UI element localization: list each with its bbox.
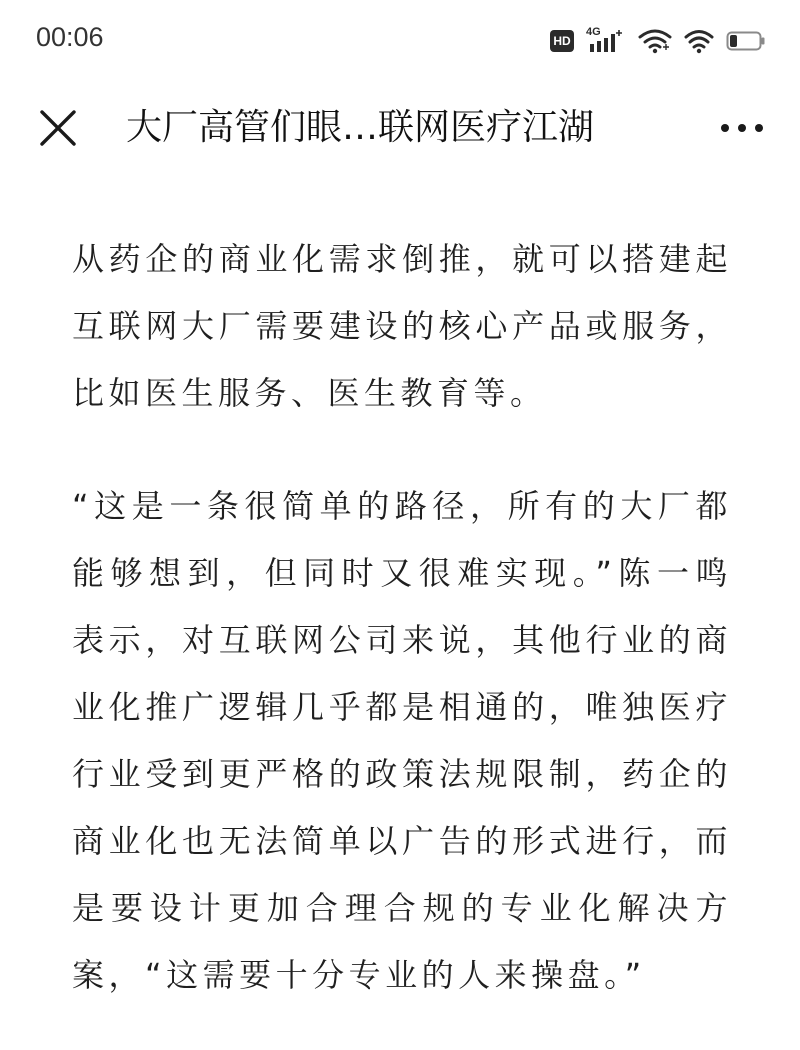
close-button[interactable] — [36, 106, 80, 150]
more-button[interactable] — [718, 110, 766, 146]
battery-fill — [730, 35, 737, 47]
wifi-icon-secondary — [684, 28, 714, 54]
more-icon — [718, 110, 766, 146]
status-icons — [550, 26, 766, 56]
battery-icon — [726, 29, 766, 53]
article-paragraph: 从药企的商业化需求倒推，就可以搭建起互联网大厂需要建设的核心产品或服务，比如医生服务、医生教育等。 — [72, 240, 732, 412]
article-body — [72, 226, 732, 1009]
article-paragraph: “这是一条很简单的路径，所有的大厂都能够想到，但同时又很难实现。”陈一鸣表示，对互联网公司来说，其他行业的商业化推广逻辑几乎都是相通的，唯独医疗行业受到更严格的政策法规限制，药企的商业化也无法简单以广告的形式进行，而是要设计更加合理合规的专业化解决方案，“这需要十分专业的人来操盘。” — [72, 487, 732, 994]
nav-bar — [0, 92, 800, 164]
wifi-icon — [638, 28, 672, 54]
close-icon — [36, 106, 80, 150]
network-type-label: 4G — [586, 26, 601, 38]
hd-badge: HD — [550, 30, 574, 52]
status-time: 00:06 — [36, 22, 104, 52]
page-title: 大厂高管们眼…联网医疗江湖 — [126, 107, 595, 148]
status-bar — [0, 0, 800, 80]
signal-icon — [586, 28, 626, 54]
